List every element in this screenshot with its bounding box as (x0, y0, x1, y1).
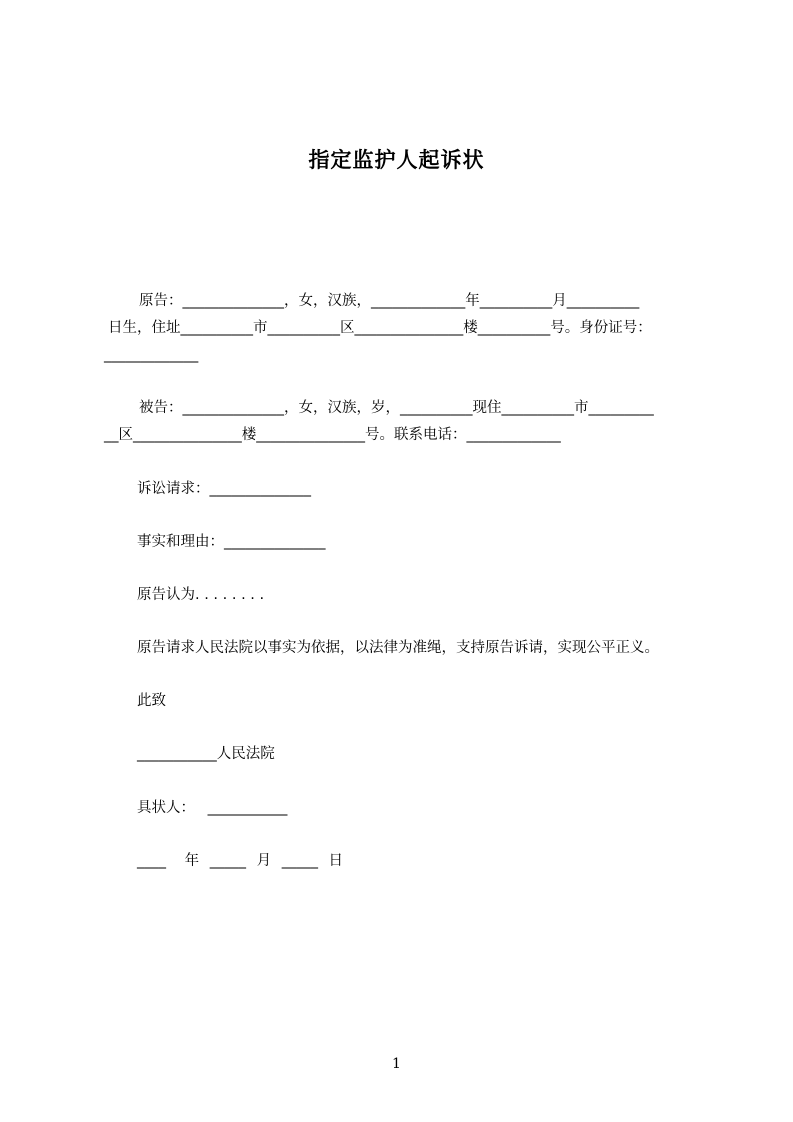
court-line: ___________人民法院 (137, 746, 275, 762)
date-year-label: 年 (184, 853, 200, 869)
date-day-label: 日 (328, 853, 344, 869)
claims-line: 诉讼请求：______________ (137, 481, 311, 497)
page-number: 1 (392, 1056, 401, 1072)
date-month-label: 月 (256, 853, 272, 869)
closing-line: 此致 (137, 693, 166, 709)
facts-line: 事实和理由：______________ (137, 534, 326, 550)
signer-line (137, 798, 287, 818)
document-title: 指定监护人起诉状 (308, 148, 485, 172)
date-month-blank: _____ (209, 853, 246, 869)
signer-label: 具状人： (137, 800, 195, 816)
plaintiff-line-3: _____________ (104, 347, 199, 363)
defendant-line-2: __区_______________楼_______________号。联系电话：_____________ (104, 427, 561, 443)
plaintiff-line-2: 日生，住址__________市__________区_______________楼__________号。身份证号： (108, 320, 652, 336)
date-year-blank: ____ (137, 853, 166, 869)
signer-blank: ___________ (207, 800, 288, 816)
date-line (137, 851, 343, 871)
date-day-blank: _____ (281, 853, 318, 869)
defendant-line-1: 被告：______________，女，汉族，岁，__________现住__________市_________ (139, 400, 654, 416)
plaintiff-view-line: 原告认为. . . . . . . . (137, 587, 265, 603)
plaintiff-line-1: 原告：______________，女，汉族，_____________年__________月__________ (139, 293, 640, 309)
request-line: 原告请求人民法院以事实为依据，以法律为准绳，支持原告诉请，实现公平正义。 (137, 640, 659, 656)
